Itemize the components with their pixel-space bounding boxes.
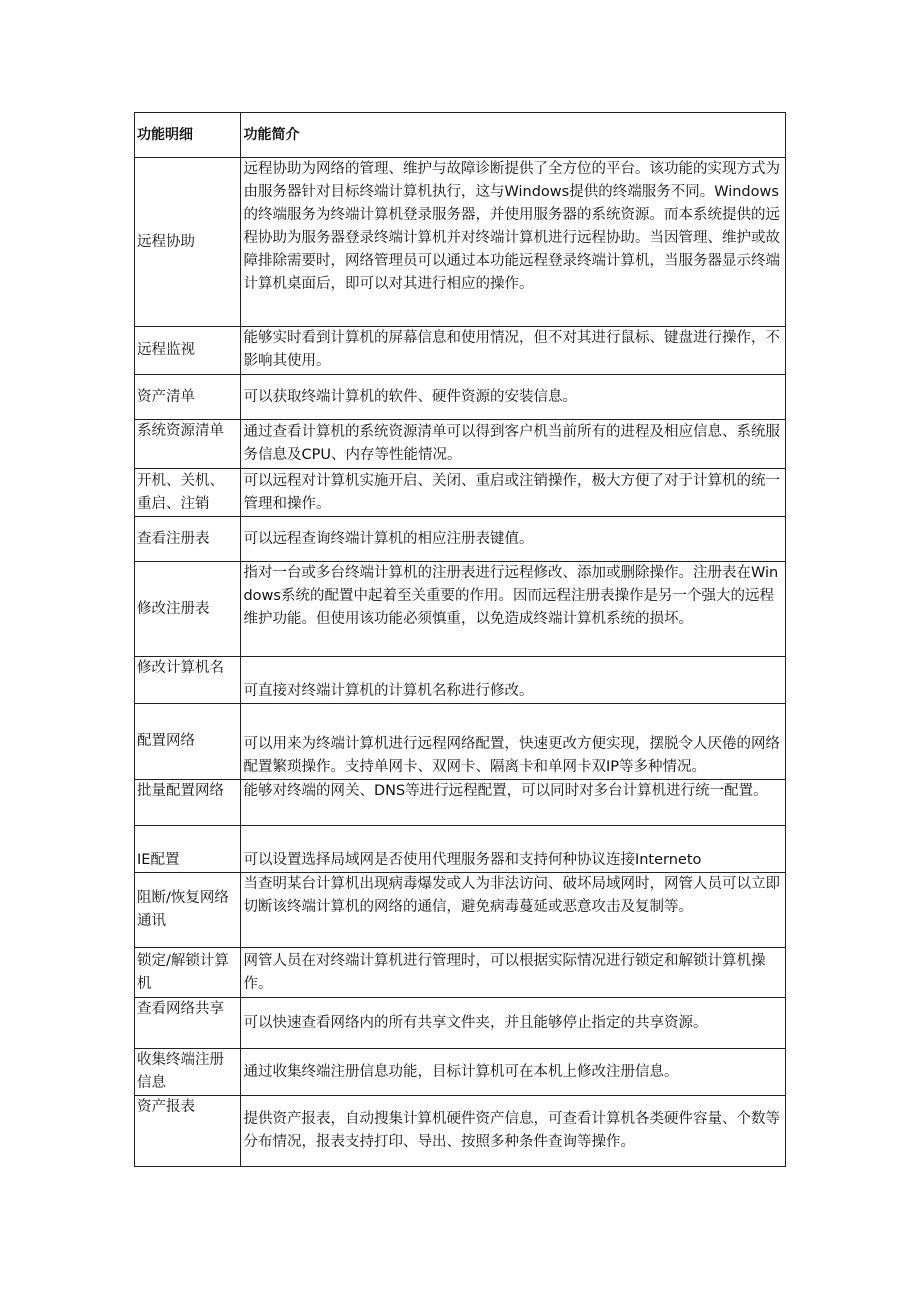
header-function-summary: 功能简介	[241, 113, 786, 158]
function-desc-cell: 可以远程查询终端计算机的相应注册表键值。	[241, 517, 786, 562]
function-desc-cell: 提供资产报表，自动搜集计算机硬件资产信息，可查看计算机各类硬件容量、个数等分布情况，报表支持打印、导出、按照多种条件查询等操作。	[241, 1096, 786, 1167]
table-row	[135, 826, 786, 873]
function-desc-cell: 能够对终端的网关、DNS等进行远程配置，可以同时对多台计算机进行统一配置。	[241, 780, 786, 826]
function-desc-cell: 通过查看计算机的系统资源清单可以得到客户机当前所有的进程及相应信息、系统服务信息及CPU、内存等性能情况。	[241, 420, 786, 469]
function-desc-cell: 可以远程对计算机实施开启、关闭、重启或注销操作，极大方便了对于计算机的统一管理和操作。	[241, 469, 786, 517]
table-row	[135, 420, 786, 469]
table-row	[135, 158, 786, 327]
function-name-cell: 远程协助	[135, 158, 241, 327]
header-function-detail: 功能明细	[135, 113, 241, 158]
function-name-cell: 阻断/恢复网络通讯	[135, 873, 241, 948]
function-desc-cell: 通过收集终端注册信息功能，目标计算机可在本机上修改注册信息。	[241, 1049, 786, 1096]
function-desc-cell: 可以获取终端计算机的软件、硬件资源的安装信息。	[241, 375, 786, 420]
function-desc-cell: 当查明某台计算机出现病毒爆发或人为非法访问、破坏局域网时，网管人员可以立即切断该终端计算机的网络的通信，避免病毒蔓延或恶意攻击及复制等。	[241, 873, 786, 948]
function-name-cell: 资产报表	[135, 1096, 241, 1167]
function-name-cell: 锁定/解锁计算机	[135, 948, 241, 998]
table-row	[135, 469, 786, 517]
function-name-cell: 查看注册表	[135, 517, 241, 562]
table-row	[135, 1049, 786, 1096]
function-name-cell: 修改注册表	[135, 562, 241, 657]
function-name-cell: 查看网络共享	[135, 998, 241, 1049]
table-row	[135, 998, 786, 1049]
table-row	[135, 657, 786, 704]
table-row	[135, 1096, 786, 1167]
table-row	[135, 327, 786, 375]
function-name-cell: IE配置	[135, 826, 241, 873]
table-row	[135, 704, 786, 780]
function-name-cell: 系统资源清单	[135, 420, 241, 469]
function-desc-cell: 可以快速查看网络内的所有共享文件夹，并且能够停止指定的共享资源。	[241, 998, 786, 1049]
function-table	[134, 112, 786, 1167]
function-desc-cell: 能够实时看到计算机的屏幕信息和使用情况，但不对其进行鼠标、键盘进行操作，不影响其使用。	[241, 327, 786, 375]
function-desc-cell: 远程协助为网络的管理、维护与故障诊断提供了全方位的平台。该功能的实现方式为由服务器针对目标终端计算机执行，这与Windows提供的终端服务不同。Windows的终端服务为终端计算机登录服务器，并使用服务器的系统资源。而本系统提供的远程协助为服务器登录终端计算机并对终端计算机进行远程协助。当因管理、维护或故障排除需要时，网络管理员可以通过本功能远程登录终端计算机，当服务器显示终端计算机桌面后，即可以对其进行相应的操作。	[241, 158, 786, 327]
table-row	[135, 375, 786, 420]
table-row	[135, 780, 786, 826]
function-name-cell: 配置网络	[135, 704, 241, 780]
table-row	[135, 948, 786, 998]
function-desc-cell: 可直接对终端计算机的计算机名称进行修改。	[241, 657, 786, 704]
function-name-cell: 开机、关机、重启、注销	[135, 469, 241, 517]
table-row	[135, 562, 786, 657]
table-row	[135, 873, 786, 948]
function-name-cell: 远程监视	[135, 327, 241, 375]
function-desc-cell: 可以设置选择局域网是否使用代理服务器和支持何种协议连接Interneto	[241, 826, 786, 873]
function-desc-cell: 可以用来为终端计算机进行远程网络配置，快速更改方便实现，摆脱令人厌倦的网络配置繁琐操作。支持单网卡、双网卡、隔离卡和单网卡双IP等多种情况。	[241, 704, 786, 780]
function-desc-cell: 指对一台或多台终端计算机的注册表进行远程修改、添加或删除操作。注册表在Windows系统的配置中起着至关重要的作用。因而远程注册表操作是另一个强大的远程维护功能。但使用该功能必须慎重，以免造成终端计算机系统的损坏。	[241, 562, 786, 657]
table-header-row	[135, 113, 786, 158]
function-desc-cell: 网管人员在对终端计算机进行管理时，可以根据实际情况进行锁定和解锁计算机操作。	[241, 948, 786, 998]
function-name-cell: 资产清单	[135, 375, 241, 420]
function-name-cell: 修改计算机名	[135, 657, 241, 704]
function-name-cell: 收集终端注册信息	[135, 1049, 241, 1096]
table-row	[135, 517, 786, 562]
function-name-cell: 批量配置网络	[135, 780, 241, 826]
